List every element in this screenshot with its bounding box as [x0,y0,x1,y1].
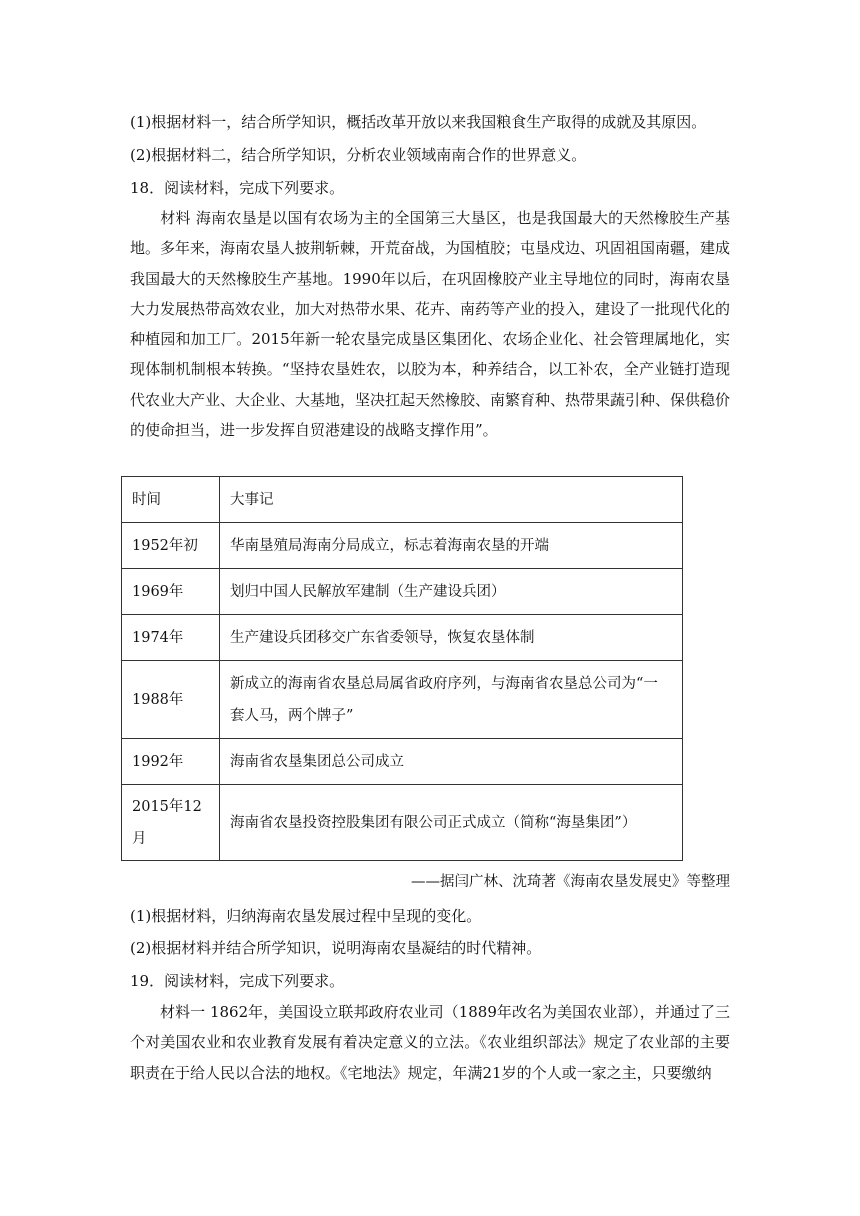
q19-material-text: 材料一 1862年，美国设立联邦政府农业司（1889年改名为美国农业部），并通过了三个对美国农业和农业教育发展有着决定意义的立法。《农业组织部法》规定了农业部的主要职责在于给人民以合法的地权。《宅地法》规定，年满21岁的个人或一家之主，只要缴纳 [130,1003,730,1082]
row-year: 1969年 [122,569,220,615]
table-row [122,523,683,569]
q18-subquestion-1: (1)根据材料，归纳海南农垦发展过程中呈现的变化。 [130,907,482,925]
q18-heading: 18．阅读材料，完成下列要求。 [130,179,345,197]
row-event: 海南省农垦集团总公司成立 [220,739,683,785]
table-row [122,569,683,615]
q18-subquestion-2: (2)根据材料并结合所学知识，说明海南农垦凝结的时代精神。 [130,939,542,957]
row-event: 划归中国人民解放军建制（生产建设兵团） [220,569,683,615]
q19-material [130,997,730,1088]
row-year: 1974年 [122,615,220,661]
table-source: ——据闫广林、沈琦著《海南农垦发展史》等整理 [411,874,730,890]
row-year: 1952年初 [122,523,220,569]
table-row [122,739,683,785]
q18-material [130,203,730,445]
q17-subquestion-2: (2)根据材料二，结合所学知识，分析农业领域南南合作的世界意义。 [130,146,587,164]
table-row [122,785,683,861]
header-events: 大事记 [220,477,683,523]
row-event: 海南省农垦投资控股集团有限公司正式成立（简称“海垦集团”） [220,785,683,861]
table-header-row [122,477,683,523]
header-time: 时间 [122,477,220,523]
row-event: 新成立的海南省农垦总局属省政府序列，与海南省农垦总公司为“一套人马，两个牌子” [220,661,683,739]
row-year: 1988年 [122,661,220,739]
q18-material-text: 材料 海南农垦是以国有农场为主的全国第三大垦区，也是我国最大的天然橡胶生产基地。多年来，海南农垦人披荆斩棘，开荒奋战，为国植胶；屯垦戍边、巩固祖国南疆，建成我国最大的天然橡胶生产基地。1990年以后，在巩固橡胶产业主导地位的同时，海南农垦大力发展热带高效农业，加大对热带水果、花卉、南药等产业的投入，建设了一批现代化的种植园和加工厂。2015年新一轮农垦完成垦区集团化、农场企业化、社会管理属地化，实现体制机制根本转换。“坚持农垦姓农，以胶为本，种养结合，以工补农，全产业链打造现代农业大产业、大企业、大基地，坚决扛起天然橡胶、南繁育种、热带果蔬引种、保供稳价的使命担当，进一步发挥自贸港建设的战略支撑作用”。 [130,209,731,440]
table-row [122,661,683,739]
q19-heading: 19．阅读材料，完成下列要求。 [130,972,345,990]
row-event: 华南垦殖局海南分局成立，标志着海南农垦的开端 [220,523,683,569]
table-row [122,615,683,661]
events-table [121,476,683,861]
row-year: 2015年12月 [122,785,220,861]
q17-subquestion-1: (1)根据材料一，结合所学知识，概括改革开放以来我国粮食生产取得的成就及其原因。 [130,113,707,131]
row-year: 1992年 [122,739,220,785]
row-event: 生产建设兵团移交广东省委领导，恢复农垦体制 [220,615,683,661]
